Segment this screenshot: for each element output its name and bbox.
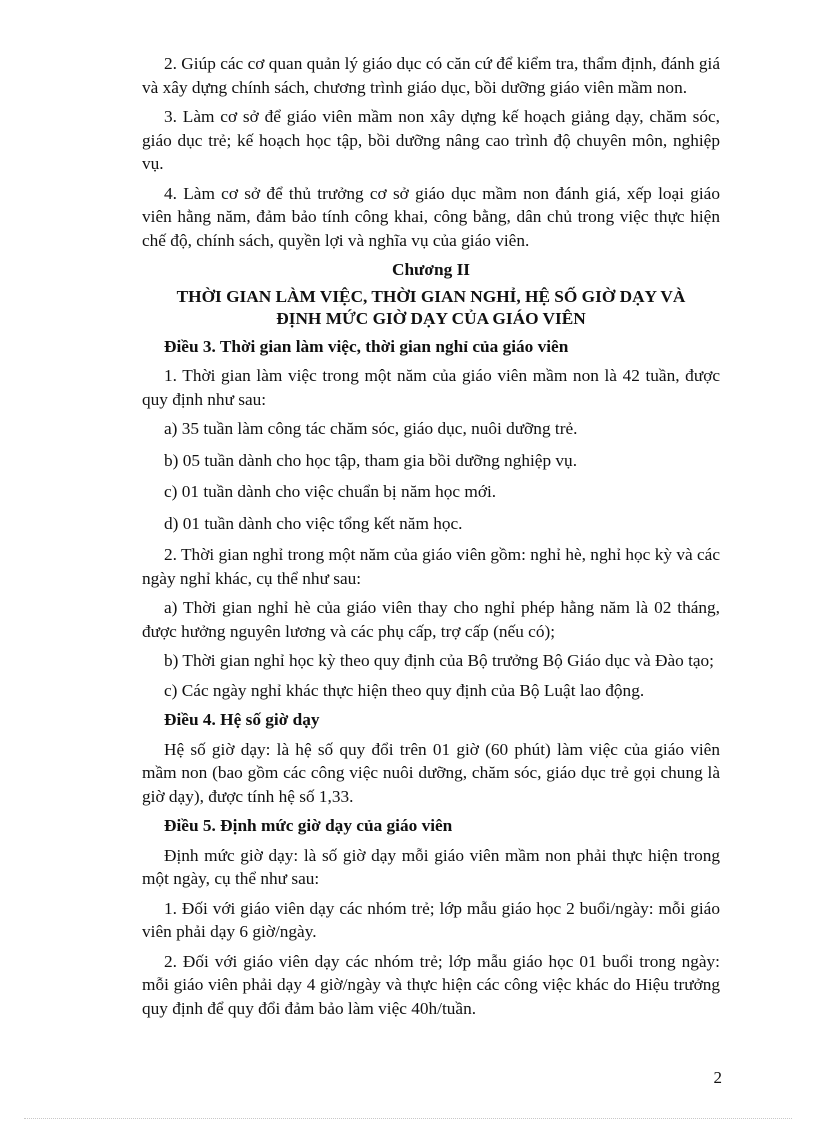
page-number: 2	[713, 1068, 722, 1087]
article3-paragraph2-a: a) Thời gian nghỉ hè của giáo viên thay cho nghỉ phép hằng năm là 02 tháng, được hưởng nguyên lương và các phụ cấp, trợ cấp (nếu có);	[142, 598, 720, 641]
article4-paragraph1: Hệ số giờ dạy: là hệ số quy đổi trên 01 giờ (60 phút) làm việc của giáo viên mầm non (bao gồm các công việc nuôi dưỡng, chăm sóc, giáo dục trẻ gọi chung là giờ dạy), được tính hệ số 1,33.	[142, 739, 720, 806]
article4-heading: Điều 4. Hệ số giờ dạy	[164, 710, 320, 729]
article3-item-d: d) 01 tuần dành cho việc tổng kết năm học.	[164, 513, 463, 533]
paragraph-section1-item2: 2. Giúp các cơ quan quản lý giáo dục có căn cứ để kiểm tra, thẩm định, đánh giá và xây dựng chính sách, chương trình giáo dục, bồi dưỡng giáo viên mầm non.	[142, 54, 720, 97]
article3-paragraph2-c: c) Các ngày nghỉ khác thực hiện theo quy định của Bộ Luật lao động.	[164, 680, 645, 700]
chapter-label: Chương II	[391, 260, 471, 279]
page-bottom-divider	[24, 1118, 792, 1119]
article3-paragraph1: 1. Thời gian làm việc trong một năm của giáo viên mầm non là 42 tuần, được quy định như sau:	[142, 366, 720, 409]
article3-paragraph2-b: b) Thời gian nghỉ học kỳ theo quy định của Bộ trưởng Bộ Giáo dục và Đào tạo;	[164, 651, 714, 670]
article3-paragraph2: 2. Thời gian nghỉ trong một năm của giáo viên gồm: nghỉ hè, nghỉ học kỳ và các ngày nghỉ khác, cụ thể như sau:	[142, 545, 720, 588]
chapter-title-line2: ĐỊNH MỨC GIỜ DẠY CỦA GIÁO VIÊN	[276, 308, 586, 328]
chapter-title	[142, 286, 720, 330]
chapter-title-line1: THỜI GIAN LÀM VIỆC, THỜI GIAN NGHỈ, HỆ SỐ GIỜ DẠY VÀ	[176, 286, 686, 306]
article5-heading: Điều 5. Định mức giờ dạy của giáo viên	[164, 816, 453, 835]
article5-paragraph2: 1. Đối với giáo viên dạy các nhóm trẻ; lớp mẫu giáo học 2 buổi/ngày: mỗi giáo viên phải dạy 6 giờ/ngày.	[142, 898, 720, 941]
article3-heading: Điều 3. Thời gian làm việc, thời gian nghỉ của giáo viên	[164, 336, 569, 356]
paragraph-section1-item4: 4. Làm cơ sở để thủ trưởng cơ sở giáo dục mầm non đánh giá, xếp loại giáo viên hằng năm, đảm bảo tính công khai, công bằng, dân chủ trong việc thực hiện chế độ, chính sách, quyền lợi và nghĩa vụ của giáo viên.	[142, 183, 720, 250]
article3-item-a: a) 35 tuần làm công tác chăm sóc, giáo dục, nuôi dưỡng trẻ.	[164, 419, 578, 438]
paragraph-section1-item3: 3. Làm cơ sở để giáo viên mầm non xây dựng kế hoạch giảng dạy, chăm sóc, giáo dục trẻ; kế hoạch học tập, bồi dưỡng nâng cao trình độ chuyên môn, nghiệp vụ.	[142, 107, 720, 173]
article5-paragraph1: Định mức giờ dạy: là số giờ dạy mỗi giáo viên mầm non phải thực hiện trong một ngày, cụ thể như sau:	[142, 845, 720, 888]
document-page	[142, 52, 720, 1026]
article5-paragraph3: 2. Đối với giáo viên dạy các nhóm trẻ; lớp mẫu giáo học 01 buổi trong ngày: mỗi giáo viên phải dạy 4 giờ/ngày và thực hiện các công việc khác do Hiệu trưởng quy định để quy đổi đảm bảo làm việc 40h/tuần.	[142, 951, 720, 1018]
article3-item-c: c) 01 tuần dành cho việc chuẩn bị năm học mới.	[164, 482, 497, 501]
article3-item-b: b) 05 tuần dành cho học tập, tham gia bồi dưỡng nghiệp vụ.	[164, 450, 578, 470]
